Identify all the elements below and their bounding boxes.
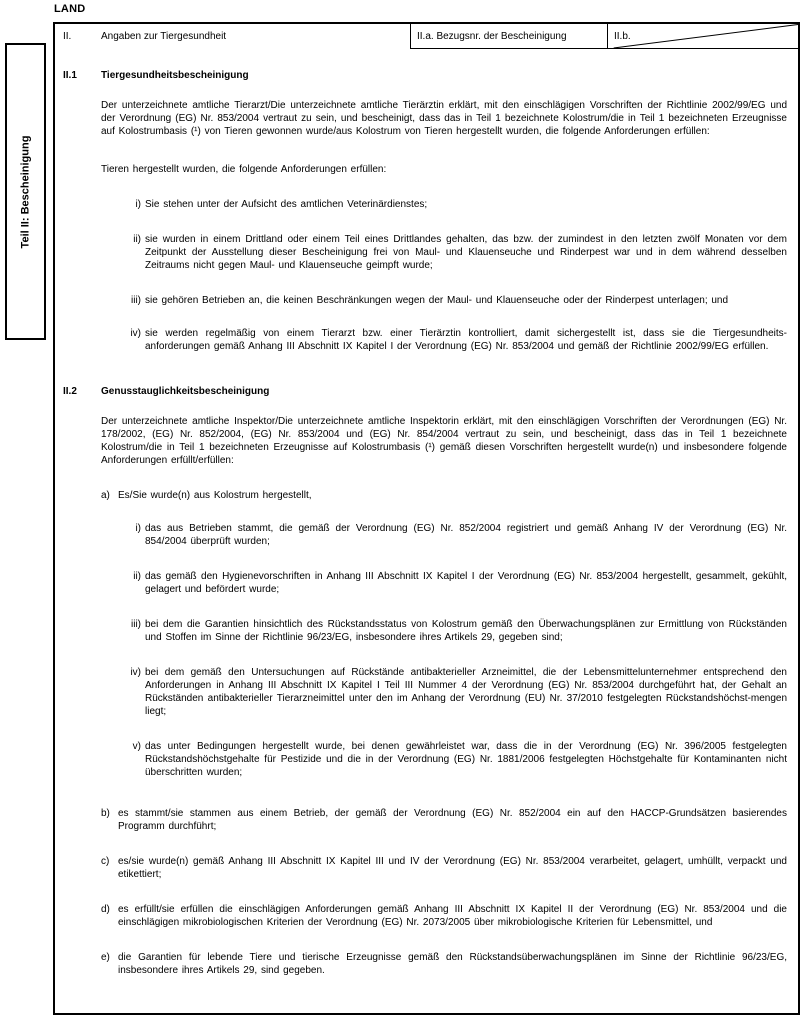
item-text: Es/Sie wurde(n) aus Kolostrum hergestellt, [118,490,312,501]
item-marker: e) [101,952,110,963]
header-cell-iib [607,24,798,49]
certificate-box [53,22,800,1015]
list-item [101,233,787,272]
item-text: sie gehören Betrieben an, die keinen Beschränkungen wegen der Maul- und Klauenseuche oder der Rinderpest unterlagen; und [145,295,729,306]
item-marker: ii) [133,234,141,245]
item-marker: iii) [131,619,141,630]
section-ii1-heading [63,69,787,82]
item-marker: i) [135,523,141,534]
list-item [101,666,787,718]
section-number: II.2 [63,386,77,397]
item-text: es/sie wurde(n) gemäß Anhang III Abschnitt IX Kapitel III und IV der Verordnung (EG) Nr. 853/2004 verarbeitet, gelagert, umhüllt, verpackt und etikettiert; [118,856,787,880]
list-item [101,903,787,929]
header-reference-label: II.a. Bezugsnr. der Bescheinigung [417,31,567,42]
list-item [101,807,787,833]
item-text: die Garantien für lebende Tiere und tierische Erzeugnisse gemäß den Rückstandsüberwachungsplänen im Sinne der Richtlinie 96/23/EG, insbesondere ihres Artikels 29, sind gegeben. [118,952,787,976]
header-section-number: II. [63,31,72,42]
item-text: bei dem die Garantien hinsichtlich des Rückstandsstatus von Kolostrum gemäß den Überwachungsplänen zur Ermittlung von Rückständen und Stoffen im Sinne der Richtlinie 96/23/EG, insbesondere ihres Artikels 29, gegeben sind; [145,619,787,643]
item-marker: b) [101,808,110,819]
section-title: Genusstauglichkeitsbescheinigung [101,386,270,397]
paragraph: Der unterzeichnete amtliche Tierarzt/Die unterzeichnete amtliche Tierärztin erklärt, mit den einschlägigen Vorschriften der Richtlinie 2002/99/EG und der Verordnung (EG) Nr. 853/2004 vertraut zu sein, und bescheinigt, dass das in Teil 1 bezeichnete Kolostrum/die in Teil 1 bezeichneten Erzeugnisse auf Kolostrumbasis (¹) von Tieren gewonnen wurde/aus Kolostrum von Tieren hergestellt wurden, die folgende Anforderungen erfüllen: [101,100,787,137]
header-iib-label: II.b. [614,31,631,42]
item-marker: a) [101,490,110,501]
paragraph: Tieren hergestellt wurden, die folgende Anforderungen erfüllen: [101,164,387,175]
item-marker: i) [135,199,141,210]
section-title: Tiergesundheitsbescheinigung [101,70,249,81]
section-ii2-heading [63,385,787,398]
list-item [101,740,787,779]
item-marker: ii) [133,571,141,582]
item-text: sie werden regelmäßig von einem Tierarzt bzw. einer Tierärztin kontrolliert, damit sichergestellt ist, dass sie die Tiergesundheits-anforderungen gemäß Anhang III Abschnitt IX Kapitel I der Verordnung (EG) Nr. 853/2004 und gemäß der Richtlinie 2002/99/EG erfüllen. [145,328,787,352]
list-item [101,294,787,307]
item-text: Sie stehen unter der Aufsicht des amtlichen Veterinärdienstes; [145,199,428,210]
list-item [101,618,787,644]
section-number: II.1 [63,70,77,81]
list-item [101,327,787,353]
list-item [101,198,787,211]
item-text: das gemäß den Hygienevorschriften in Anhang III Abschnitt IX Kapitel I der Verordnung (EG) Nr. 853/2004 hergestellt, gesammelt, gekühlt, gelagert und befördert wurde; [145,571,787,595]
item-marker: c) [101,856,110,867]
header-cell-reference [410,24,607,49]
item-marker: v) [132,741,141,752]
list-item [101,951,787,977]
header-row [55,24,798,49]
item-text: sie wurden in einem Drittland oder einem Teil eines Drittlandes gehalten, das bzw. der zumindest in den letzten zwölf Monaten vor dem Zeitpunkt der Ausstellung dieser Bescheinigung frei von Maul- und Klauenseuche und Rinderpest war und in dem während desselben Zeitraums nicht gegen Maul- und Klauenseuche geimpft wurde; [145,234,787,271]
sidebar-label: Teil II: Bescheinigung [19,135,32,248]
list-item [101,489,787,502]
list-item [101,522,787,548]
item-text: es erfüllt/sie erfüllen die einschlägigen Anforderungen gemäß Anhang III Abschnitt IX Kapitel II der Verordnung (EG) Nr. 853/2004 und die einschlägigen mikrobiologischen Kriterien der Verordnung (EG) Nr. 2073/2005 über mikrobiologische Kriterien für Lebensmittel, und [118,904,787,928]
country-label: LAND [54,3,86,15]
item-text: das aus Betrieben stammt, die gemäß der Verordnung (EG) Nr. 852/2004 registriert und gemäß Anhang IV der Verordnung (EG) Nr. 854/2004 überprüft wurden; [145,523,787,547]
list-item [101,570,787,596]
diagonal-line [608,24,798,48]
item-marker: d) [101,904,110,915]
item-marker: iv) [130,328,141,339]
header-cell-title [55,24,410,49]
item-text: es stammt/sie stammen aus einem Betrieb, der gemäß der Verordnung (EG) Nr. 852/2004 ein auf den HACCP-Grundsätzen basierendes Programm durchführt; [118,808,787,832]
item-text: bei dem gemäß den Untersuchungen auf Rückstände antibakterieller Arzneimittel, die der Lebensmittelunternehmer entsprechend den Anforderungen in Anhang III Abschnitt IX Kapitel I Teil III Nummer 4 der Verordnung (EG) Nr. 853/2004 durchgeführt hat, der Gehalt an Rückständen antibakterieller Tierarzneimittel unter den im Anhang der Verordnung (EU) Nr. 37/2010 festgelegten Rückstandshöchst-mengen liegt; [145,667,787,717]
certificate-content [55,69,798,977]
list-item [101,855,787,881]
header-section-title: Angaben zur Tiergesundheit [101,31,227,42]
part-ii-sidebar [5,43,46,340]
item-text: das unter Bedingungen hergestellt wurde, bei denen gewährleistet war, dass die in der Verordnung (EG) Nr. 396/2005 festgelegten Rückstandshöchstgehalte für Pestizide und die in der Verordnung (EG) Nr. 1881/2006 festgelegten Höchstgehalte für Kontaminanten nicht überschritten wurden; [145,741,787,778]
item-marker: iii) [131,295,141,306]
paragraph: Der unterzeichnete amtliche Inspektor/Die unterzeichnete amtliche Inspektorin erklärt, mit den einschlägigen Vorschriften der Verordnungen (EG) Nr. 178/2002, (EG) Nr. 852/2004, (EG) Nr. 853/2004 und (EG) Nr. 854/2004 vertraut zu sein, und bescheinigt, dass das in Teil 1 bezeichnete Kolostrum/die in Teil 1 bezeichneten Erzeugnisse auf Kolostrumbasis (¹) gemäß diesen Vorschriften hergestellt wurde(n) und insbesondere folgende Anforderungen erfüllt/erfüllen: [101,416,787,466]
item-marker: iv) [130,667,141,678]
